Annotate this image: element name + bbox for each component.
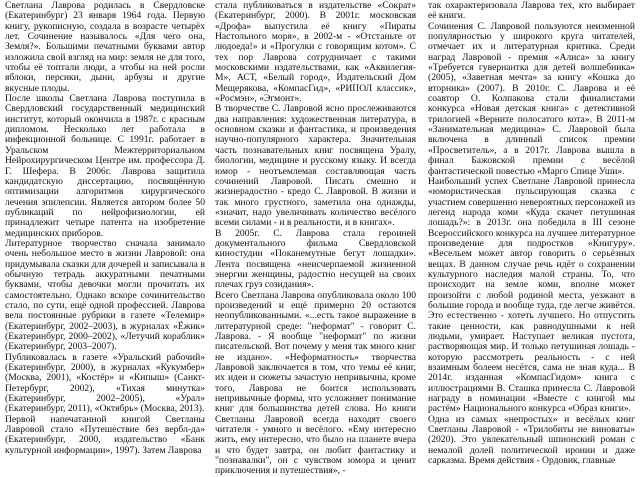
- paragraph: В 2005г. С. Лаврова стала героиней документального фильма Свердловской киностудии «Поканемутные бегут лошадки». Лента посвящена «неисчерпаемой жизненной энергии женщины, радостно несущей на своих плечах груз созидания».: [215, 227, 416, 291]
- paragraph: Сочинения С. Лавровой пользуются неизменной популярностью у широкого круга читателей, отмечает их и литературная критика. Среди наград Лавровой - премия «Алиса» за книгу «Требуется гувернантка для детей волшебника» (2005), «Заветная мечта» за книгу «Кошка до вторника» (2007). В 2010г. С. Лаврова и её соавтор О. Колпакова стали финалистами конкурса «Новая детская книга» с детективной трилогией «Верните полосатого кота». В 2011-м «Занимательная медицина» С. Лавровой была включена в длинный список премии «Просветитель», а в 2017г. Лаврова вышла в финал Бажовской премии с весёлой фантастической повестью «Марго Спице Уши».: [428, 20, 635, 177]
- paragraph: После школы Светлана Лаврова поступила в Свердловский государственный медицинский институт, который окончила в 1987г. с красным дипломом. Несколько лет работала в инфекционной больнице. С 1991г. работает в Уральском Межтерриториальном Нейрохирургическом Центре им. профессора Д. Г. Шефера. В 2006г. Лаврова защитила кандидатскую диссертацию, посвящённую оптимизации алгоритмов хирургического лечения эпилепсии. Является автором более 50 публикаций по нейрофизиологии, ей принадлежит четыре патента на изобретение медицинских приборов.: [5, 93, 205, 239]
- paragraph: Литературное творчество сначала занимало очень небольшое место в жизни Лавровой: она придумывала сказки для дочерей и записывала в обычную тетрадь аккуратными печатными буквами, чтобы девочки могли прочитать их самостоятельно. Однако вскоре сочинительство стало, по сути, ещё одной профессией. Лаврова вела постоянные рубрики в газете «Телемир» (Екатеринбург, 2002–2003), в журналах «Ёжик» (Екатеринбург, 2000–2002), «Летучий кораблик» (Екатеринбург, 2003–2007).: [5, 237, 205, 353]
- text-column-2: [215, 0, 416, 477]
- paragraph: Наибольший успех Светлане Лавровой принесла «юмористическая пульсирующая сказка с участием совершенно невероятных персонажей из легенд народа коми «Куда скачет петушиная лошадь?»: в 2013г. она победила в III сезоне Всероссийского конкурса на лучшее литературное произведение для подростков «Книгуру». «Весельем может автор говорить о серьёзных вещах. В данном случае речь идёт о сохранении культурного наследия малой страны. То, что происходит на земле коми, вполне может произойти с любой родиной места, уезжают в большие города и вообще туда, где легче живётся. Это естественно - хотеть лучшего. Но отпустить такие ценности, как равнодушными к ней людьми, умирает. Наступает великая пустота, растворяющая мир. И только петушиная лошадь - которую рассмотреть реальность - с ней взаимным болеем несётся, сама не зная куда... В 2014г. изданная «КомпасГидом» книга с иллюстрациями В. Сташка принесла С. Лавровой награду в номинации «Вместе с книгой мы растём» Национального конкурса «Образ книги».: [428, 175, 635, 415]
- paragraph: Светлана Лаврова родилась в Свердловске (Екатеринбург) 23 января 1964 года. Первую книгу, рукописную, создала в возрасте четырёх лет. Сочинение называлось «Для чего она, Земля?». Большими печатными буквами автор изложила свой взгляд на мир: земля не для того, чтобы её топтали люди, а чтобы на ней росли яблоки, персики, дыни, арбузы и другие вкусные плоды.: [5, 0, 205, 94]
- paragraph: Одна из самых «непростых» и весёлых книг Светланы Лавровой - «Трилобиты не виноваты» (2020). Это увлекательный шпионский роман с немалой долей политической иронии и даже сарказма. Время действия - Ордовик, главные: [428, 413, 635, 467]
- paragraph: Публиковалась в газете «Уральский рабочий» (Екатеринбург, 2000), в журналах «Кукумбер» (Москва, 2001), «Костёр» и «Кипыш» (Санкт-Петербург, 2002), «Тихая минутка» (Екатеринбург, 2002–2005), «Урал» (Екатеринбург, 2011), «Октябрь» (Москва, 2013).: [5, 351, 205, 415]
- paragraph: Всего Светлана Лаврова опубликовала около 100 произведений и ещё примерно 20 остаются неопубликованными. «...есть такое выражение в литературной среде: "неформат" - говорит С. Лаврова. - Я вообще "неформат" по жизни писательской. Вот почему у меня так много книг не издано». «Неформатность» творчества Лавровой заключается в том, что темы её книг, их идеи и сюжеты зачастую непривычны, кроме того, Лаврова не боится использовать непривычные формы, что усложняет понимание книг для большинства детей слова. Но книги Светланы Лавровой всегда находят своего читателя - умного и весёлого. «Ему интересно жить, ему интересно, что было на планете вчера и что будет завтра, он любит фантастику и "познавалки", он с чувством юмора и ценит приключения и путешествия», -: [215, 289, 416, 477]
- paragraph: Первой напечатанной книгой Светланы Лавровой стало «Путешествие без вербл-да» (Екатеринбург, 2000, издательство «Банк культурной информации», 1997). Затем Лаврова: [5, 413, 205, 456]
- paragraph: стала публиковаться в издательстве «Сократ» (Екатеринбург, 2000). В 2001г. московская «Дрофа» выпустила её книгу «Пираты Настольного моря», в 2002-м - «Отстаньте от людоеда!» и «Прогулки с говорящим котом». С тех пор Лаврова сотрудничает с такими московскими издательствами, как «Аквилегия-М», АСТ, «Белый город», Издательский Дом Мещерякова, «КомпасГид», «РИПОЛ классик», «Росмэн», «Эгмонт».: [215, 0, 416, 105]
- text-column-1: [5, 0, 205, 456]
- paragraph: так охарактеризовала Лаврова тех, кто выбирает её книги.: [428, 0, 635, 22]
- paragraph: В творчестве С. Лавровой ясно прослеживаются два направления: художественная литература, в основном сказки и фантастика, и произведения научно-популярного характера. Значительная часть познавательных книг посвящена Уралу, биологии, медицине и русскому языку. И всегда юмор - неотъемлемая составляющая часть сочинений Лавровой. Писать смешно и жизнерадостно - кредо С. Лавровой. В жизни и так много грустного, заметила она однажды, «значит, надо увеличивать количество весёлого всеми силами - и в реальности, и в книгах».: [215, 103, 416, 229]
- text-column-3: [428, 0, 635, 467]
